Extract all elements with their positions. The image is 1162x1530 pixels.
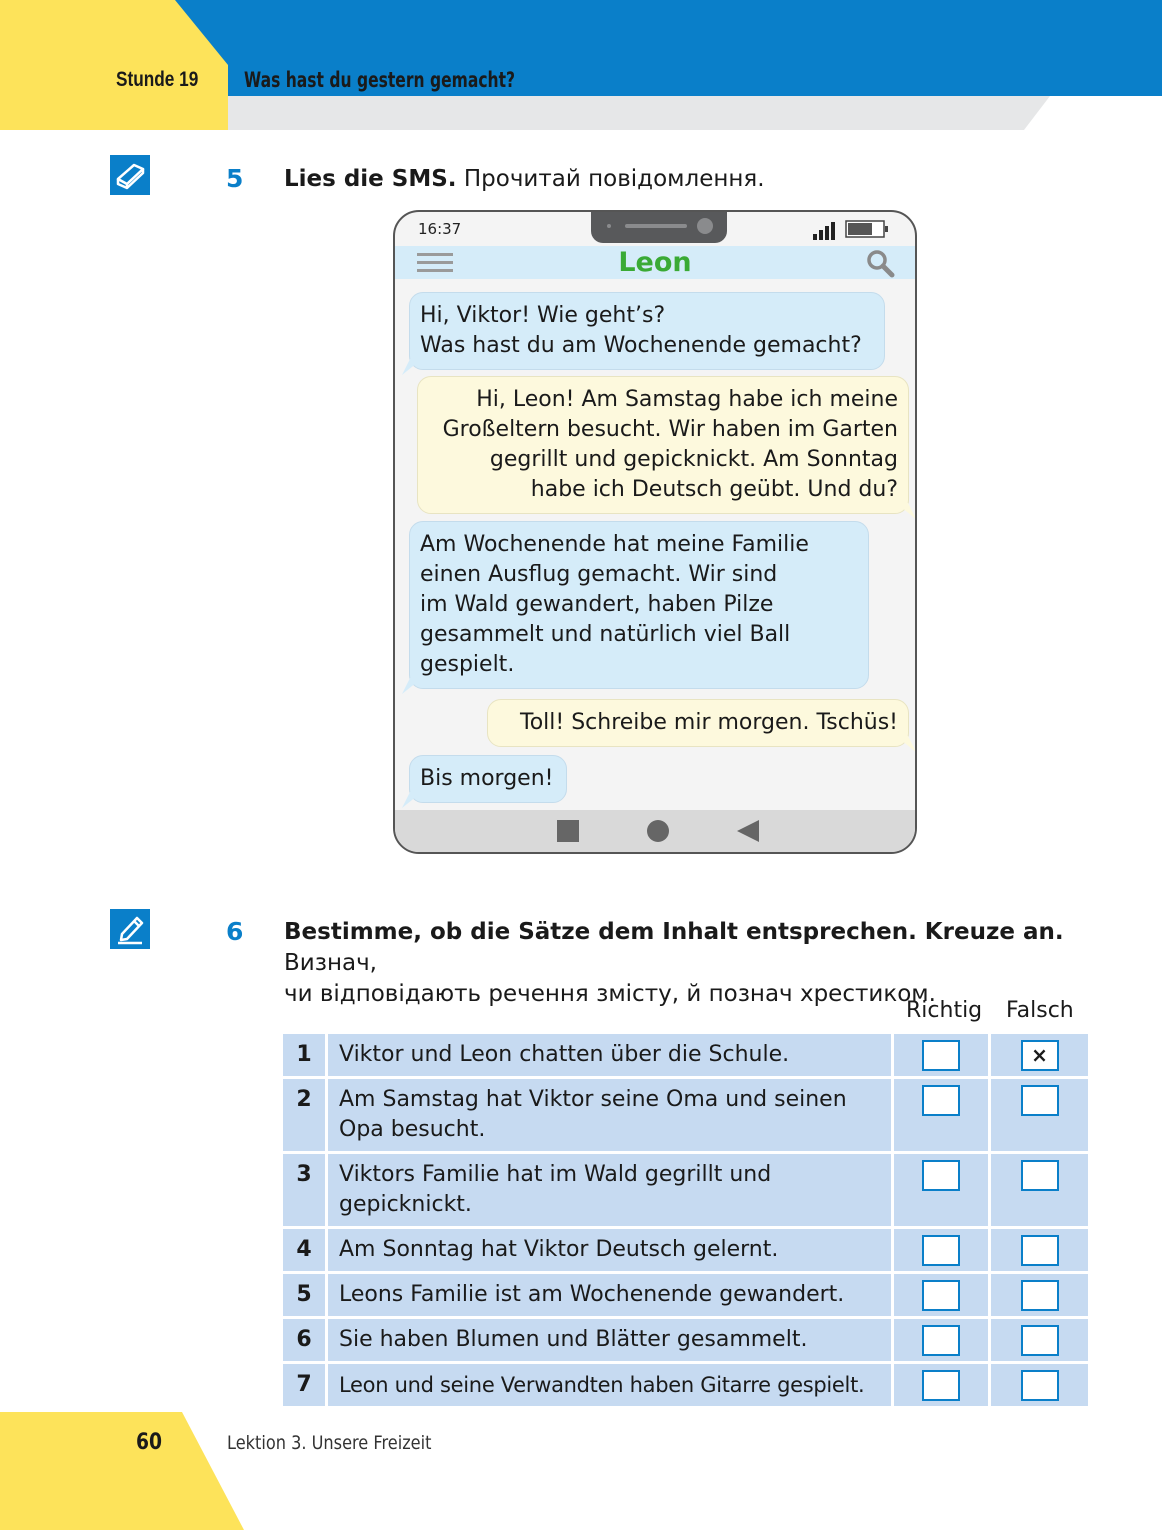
falsch-checkbox[interactable]	[1021, 1160, 1059, 1191]
richtig-checkbox[interactable]	[922, 1280, 960, 1311]
chat-header	[395, 246, 915, 279]
pencil-icon	[110, 909, 150, 949]
statement-text: Am Sonntag hat Viktor Deutsch gelernt.	[328, 1229, 894, 1274]
column-header-falsch: Falsch	[1006, 998, 1074, 1023]
search-icon[interactable]	[865, 248, 895, 278]
falsch-cell	[991, 1079, 1088, 1154]
page-number: 60	[136, 1430, 163, 1455]
statement-text: Am Samstag hat Viktor seine Oma und seinen Opa besucht.	[328, 1079, 894, 1154]
richtig-checkbox[interactable]	[922, 1235, 960, 1266]
falsch-checkbox[interactable]	[1021, 1280, 1059, 1311]
falsch-checkbox[interactable]	[1021, 1370, 1059, 1401]
exercise-6-number: 6	[226, 917, 244, 946]
table-row	[283, 1034, 1088, 1079]
falsch-checkbox[interactable]	[1021, 1235, 1059, 1266]
richtig-cell	[894, 1274, 991, 1319]
home-nav-icon[interactable]	[647, 820, 669, 842]
battery-icon	[845, 220, 889, 238]
message-in-1: Hi, Viktor! Wie geht’s? Was hast du am Wochenende gemacht?	[409, 292, 885, 370]
falsch-cell	[991, 1154, 1088, 1229]
table-row	[283, 1319, 1088, 1364]
exercise-6-title-de: Bestimme, ob die Sätze dem Inhalt entsprechen. Kreuze an.	[284, 919, 1064, 945]
phone-time: 16:37	[418, 220, 462, 238]
falsch-cell	[991, 1319, 1088, 1364]
column-header-richtig: Richtig	[906, 998, 983, 1023]
row-number: 2	[283, 1079, 328, 1154]
exercise-5-title-ua: Прочитай повідомлення.	[463, 166, 765, 192]
falsch-cell	[991, 1274, 1088, 1319]
exercise-6-instruction	[284, 917, 1094, 1010]
row-number: 1	[283, 1034, 328, 1079]
signal-icon	[813, 220, 839, 240]
back-nav-icon[interactable]	[737, 820, 759, 842]
table-row	[283, 1079, 1088, 1154]
true-false-table	[283, 1034, 1088, 1409]
message-out-1: Hi, Leon! Am Samstag habe ich meine Großeltern besucht. Wir haben im Garten gegrillt und gepicknickt. Am Sonntag habe ich Deutsch geübt. Und du?	[417, 376, 909, 514]
falsch-checkbox[interactable]	[1021, 1325, 1059, 1356]
table-row	[283, 1229, 1088, 1274]
richtig-cell	[894, 1229, 991, 1274]
richtig-cell	[894, 1319, 991, 1364]
message-out-2: Toll! Schreibe mir morgen. Tschüs!	[487, 699, 909, 747]
richtig-checkbox[interactable]	[922, 1085, 960, 1116]
falsch-cell	[991, 1034, 1088, 1079]
falsch-checkbox[interactable]: ×	[1021, 1040, 1059, 1071]
footer-lektion: Lektion 3. Unsere Freizeit	[227, 1432, 432, 1454]
exercise-5-number: 5	[226, 164, 244, 193]
richtig-checkbox[interactable]	[922, 1040, 960, 1071]
falsch-checkbox[interactable]	[1021, 1085, 1059, 1116]
richtig-checkbox[interactable]	[922, 1160, 960, 1191]
richtig-checkbox[interactable]	[922, 1370, 960, 1401]
header-grey-strip	[228, 96, 1050, 130]
exercise-6-title-ua-1: Визнач,	[284, 950, 377, 976]
statement-text: Sie haben Blumen und Blätter gesammelt.	[328, 1319, 894, 1364]
row-number: 6	[283, 1319, 328, 1364]
square-nav-icon[interactable]	[557, 820, 579, 842]
book-icon	[110, 155, 150, 195]
row-number: 7	[283, 1364, 328, 1409]
message-in-2: Am Wochenende hat meine Familie einen Ausflug gemacht. Wir sind im Wald gewandert, haben Pilze gesammelt und natürlich viel Ball gespielt.	[409, 521, 869, 689]
contact-name: Leon	[618, 247, 692, 278]
richtig-cell	[894, 1364, 991, 1409]
statement-text: Viktors Familie hat im Wald gegrillt und gepicknickt.	[328, 1154, 894, 1229]
message-in-3: Bis morgen!	[409, 755, 567, 803]
exercise-5-title-de: Lies die SMS.	[284, 166, 457, 192]
richtig-cell	[894, 1079, 991, 1154]
phone-mockup	[393, 210, 917, 854]
table-row	[283, 1274, 1088, 1319]
lesson-title: Was hast du gestern gemacht?	[244, 68, 516, 92]
table-row	[283, 1154, 1088, 1229]
row-number: 3	[283, 1154, 328, 1229]
lesson-label: Stunde 19	[116, 68, 199, 91]
statement-text: Leons Familie ist am Wochenende gewandert.	[328, 1274, 894, 1319]
falsch-cell	[991, 1364, 1088, 1409]
row-number: 5	[283, 1274, 328, 1319]
richtig-cell	[894, 1154, 991, 1229]
phone-nav-bar	[395, 810, 915, 852]
phone-notch	[591, 210, 727, 243]
richtig-cell	[894, 1034, 991, 1079]
footer-yellow-corner	[0, 1412, 244, 1530]
exercise-5-instruction	[284, 164, 765, 195]
statement-text: Viktor und Leon chatten über die Schule.	[328, 1034, 894, 1079]
richtig-checkbox[interactable]	[922, 1325, 960, 1356]
exercise-6-title-ua-2: чи відповідають речення змісту, й познач хрестиком.	[284, 981, 936, 1007]
table-row	[283, 1364, 1088, 1409]
row-number: 4	[283, 1229, 328, 1274]
falsch-cell	[991, 1229, 1088, 1274]
statement-text: Leon und seine Verwandten haben Gitarre gespielt.	[328, 1364, 894, 1409]
